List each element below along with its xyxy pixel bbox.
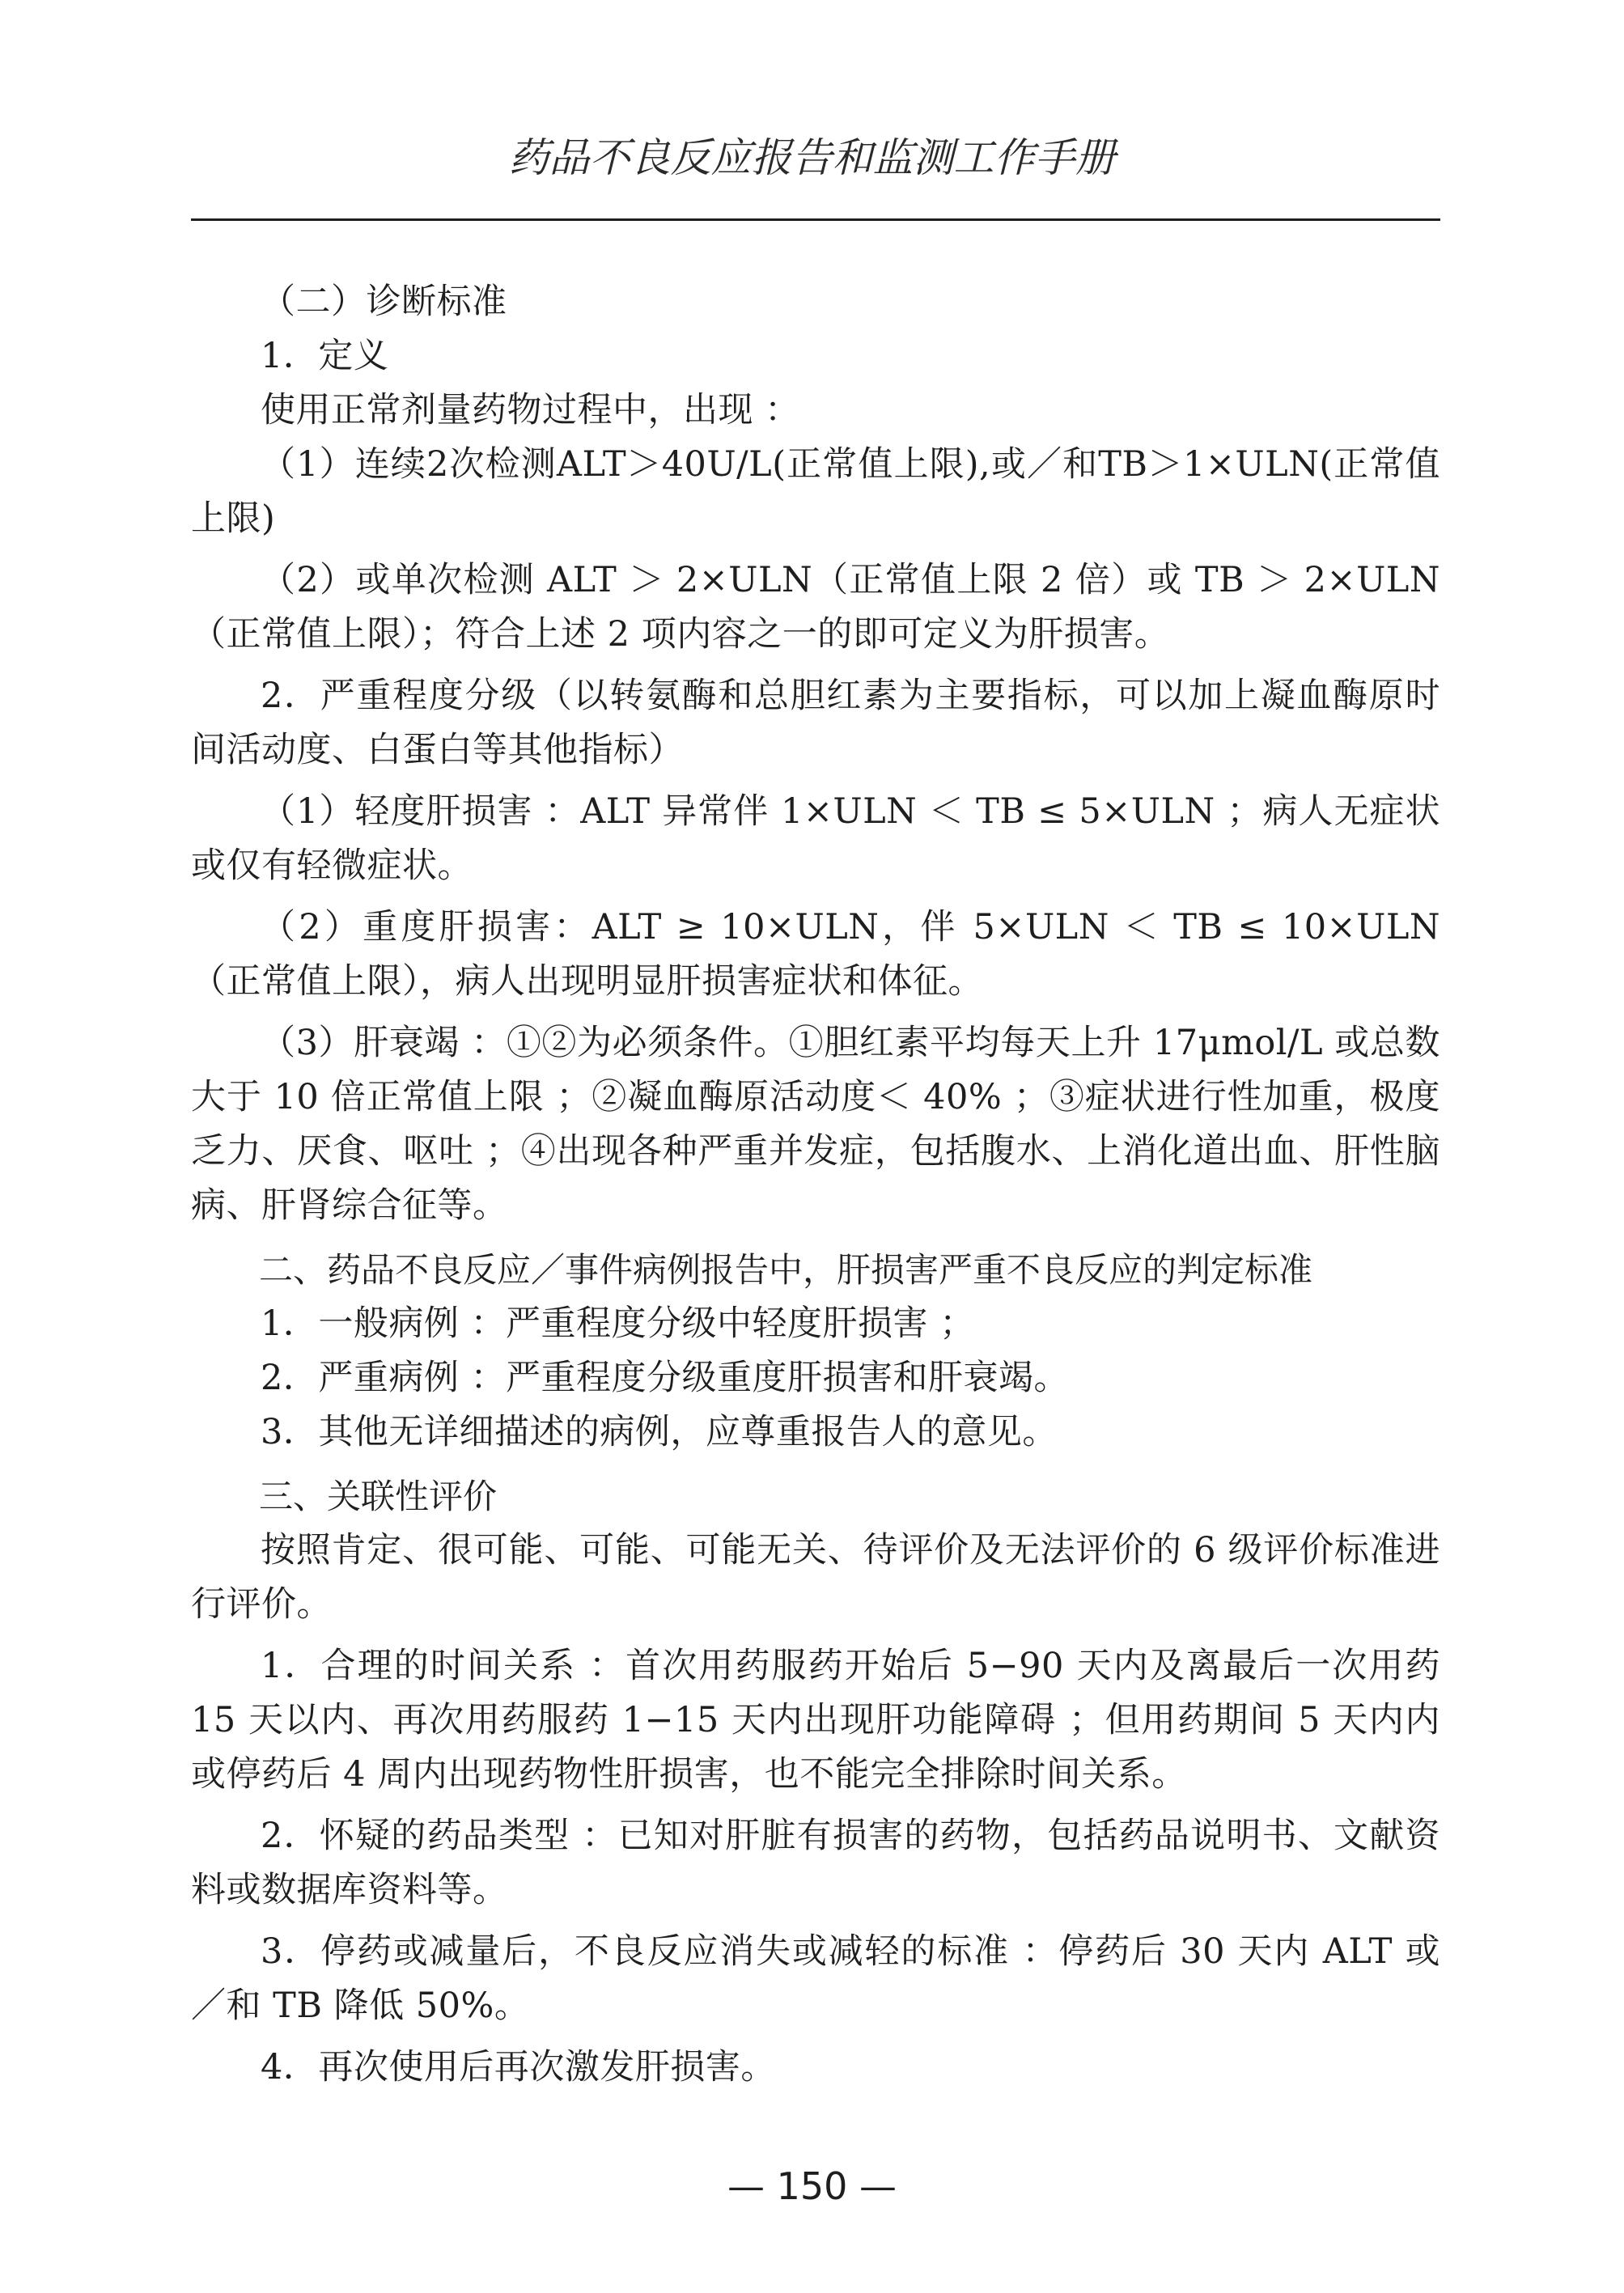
definition-criterion-1: （1）连续2次检测ALT＞40U/L(正常值上限),或／和TB＞1×ULN(正常值上限) bbox=[191, 444, 1440, 539]
section-three-intro: 按照肯定、很可能、可能、可能无关、待评价及无法评价的 6 级评价标准进行评价。 bbox=[191, 1530, 1440, 1625]
definition-criterion-2: （2）或单次检测 ALT ＞ 2×ULN（正常值上限 2 倍）或 TB ＞ 2×ULN（正常值上限）；符合上述 2 项内容之一的即可定义为肝损害。 bbox=[191, 560, 1440, 655]
severity-mild: （1）轻度肝损害 ：ALT 异常伴 1×ULN ＜ TB ≤ 5×ULN ；病人无症状或仅有轻微症状。 bbox=[191, 791, 1440, 886]
section-two-item-1: 1．一般病例 ：严重程度分级中轻度肝损害 ； bbox=[261, 1303, 975, 1344]
definition-title: 1．定义 bbox=[261, 336, 389, 376]
section-three-item-3: 3．停药或减量后，不良反应消失或减轻的标准 ：停药后 30 天内 ALT 或／和 TB 降低 50%。 bbox=[191, 1931, 1440, 2026]
header-divider bbox=[191, 218, 1440, 221]
section-two-item-2: 2．严重病例 ：严重程度分级重度肝损害和肝衰竭。 bbox=[261, 1358, 1070, 1398]
section-three-item-2: 2．怀疑的药品类型 ：已知对肝脏有损害的药物，包括药品说明书、文献资料或数据库资料等。 bbox=[191, 1816, 1440, 1910]
page-body bbox=[191, 275, 1440, 2095]
diagnosis-section-title: （二）诊断标准 bbox=[261, 282, 507, 322]
running-header-title: 药品不良反应报告和监测工作手册 bbox=[508, 134, 1116, 181]
section-three-item-1: 1．合理的时间关系 ：首次用药服药开始后 5−90 天内及离最后一次用药 15 天以内、再次用药服药 1−15 天内出现肝功能障碍 ；但用药期间 5 天内内或停药后 4 周内出现药物性肝损害，也不能完全排除时间关系。 bbox=[191, 1646, 1440, 1795]
section-three-heading: 三、关联性评价 bbox=[259, 1477, 498, 1516]
section-two-item-3: 3．其他无详细描述的病例，应尊重报告人的意见。 bbox=[261, 1412, 1058, 1452]
severity-liver-failure: （3）肝衰竭 ：①②为必须条件。①胆红素平均每天上升 17μmol/L 或总数大于 10 倍正常值上限 ；②凝血酶原活动度＜ 40% ；③症状进行性加重，极度乏力、厌食、呕吐 ；④出现各种严重并发症，包括腹水、上消化道出血、肝性脑病、肝肾综合征等。 bbox=[191, 1023, 1440, 1226]
section-three-item-4: 4．再次使用后再次激发肝损害。 bbox=[261, 2047, 776, 2087]
severity-severe: （2）重度肝损害：ALT ≥ 10×ULN，伴 5×ULN ＜ TB ≤ 10×ULN（正常值上限），病人出现明显肝损害症状和体征。 bbox=[191, 907, 1440, 1002]
definition-intro: 使用正常剂量药物过程中，出现 ： bbox=[261, 390, 800, 430]
severity-grading-title: 2．严重程度分级（以转氨酶和总胆红素为主要指标，可以加上凝血酶原时间活动度、白蛋白等其他指标） bbox=[191, 676, 1440, 770]
section-two-heading: 二、药品不良反应／事件病例报告中，肝损害严重不良反应的判定标准 bbox=[259, 1250, 1313, 1290]
page-number: — 150 — bbox=[727, 2164, 897, 2208]
